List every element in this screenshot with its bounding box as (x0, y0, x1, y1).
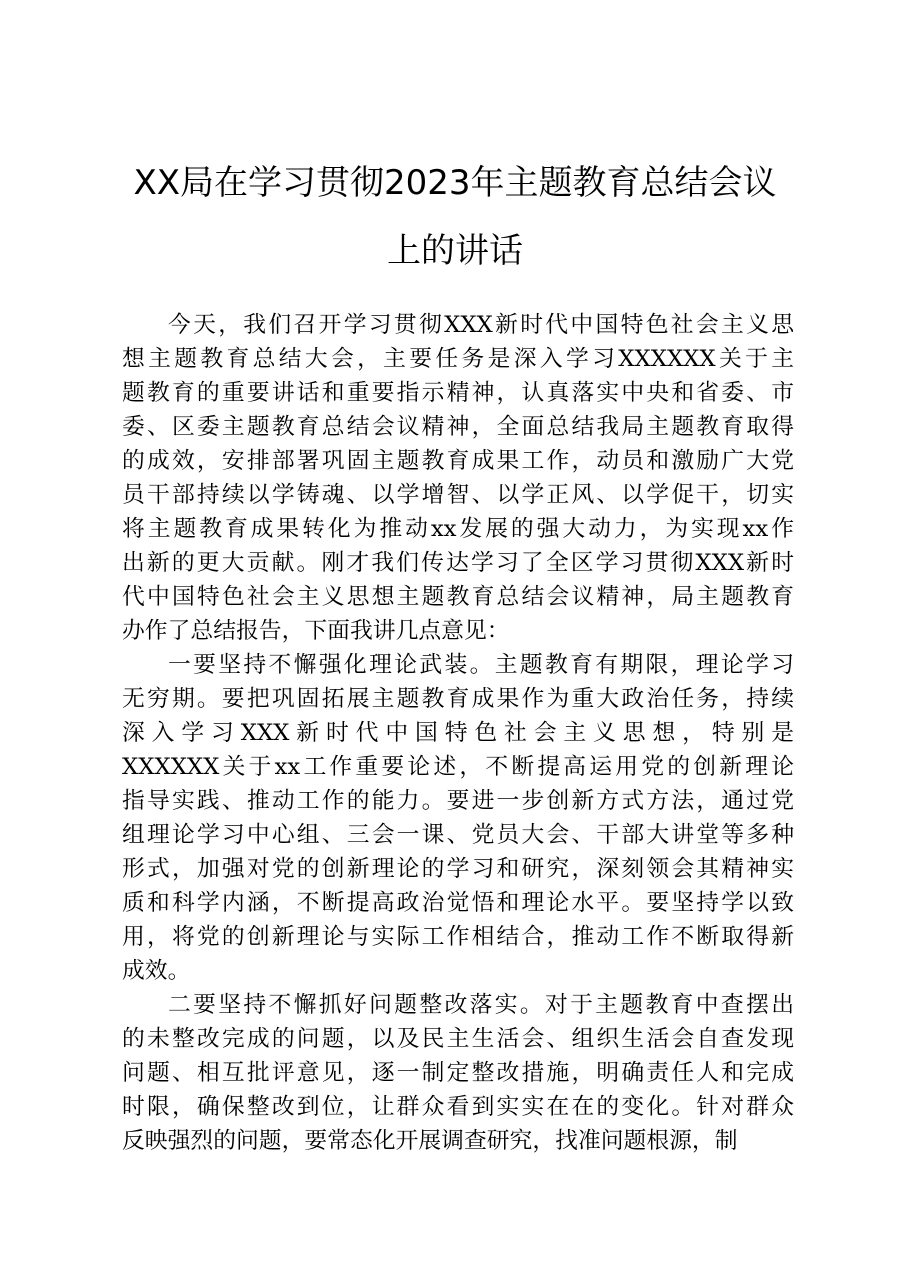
paragraph-line: 质和科学内涵，不断提高政治觉悟和理论水平。要坚持学以致 (122, 890, 794, 916)
document-body (122, 308, 794, 1158)
paragraph-line: 形式，加强对党的创新理论的学习和研究，深刻领会其精神实 (122, 856, 794, 882)
paragraph-line: 员干部持续以学铸魂、以学增智、以学正风、以学促干，切实 (122, 482, 794, 508)
paragraph-line: 成效。 (122, 958, 191, 984)
paragraph-line: 将主题教育成果转化为推动xx发展的强大动力，为实现xx作 (122, 516, 794, 542)
paragraph-line: 问题、相互批评意见，逐一制定整改措施，明确责任人和完成 (122, 1060, 794, 1086)
paragraph (122, 308, 794, 648)
paragraph (122, 988, 794, 1158)
paragraph-line: 题教育的重要讲话和重要指示精神，认真落实中央和省委、市 (122, 380, 794, 406)
document-title-line-2: 上的讲话 (387, 231, 523, 271)
paragraph-line: 深入学习XXX新时代中国特色社会主义思想，特别是 (122, 720, 794, 746)
paragraph-line: 出新的更大贡献。刚才我们传达学习了全区学习贯彻XXX新时 (122, 550, 794, 576)
paragraph-line: 的未整改完成的问题，以及民主生活会、组织生活会自查发现 (122, 1026, 794, 1052)
paragraph-line: 代中国特色社会主义思想主题教育总结会议精神，局主题教育 (122, 584, 794, 610)
paragraph-line: 今天，我们召开学习贯彻XXX新时代中国特色社会主义思 (168, 312, 794, 338)
paragraph-line: 二要坚持不懈抓好问题整改落实。对于主题教育中查摆出 (168, 992, 794, 1018)
paragraph-line: 反映强烈的问题，要常态化开展调查研究，找准问题根源，制 (122, 1128, 738, 1154)
paragraph-line: 一要坚持不懈强化理论武装。主题教育有期限，理论学习 (168, 652, 794, 678)
paragraph-line: 办作了总结报告，下面我讲几点意见： (122, 618, 510, 644)
paragraph-line: XXXXXX关于xx工作重要论述，不断提高运用党的创新理论 (122, 754, 794, 780)
paragraph-line: 时限，确保整改到位，让群众看到实实在在的变化。针对群众 (122, 1094, 794, 1120)
paragraph-line: 想主题教育总结大会，主要任务是深入学习XXXXXX关于主 (122, 346, 794, 372)
paragraph-line: 无穷期。要把巩固拓展主题教育成果作为重大政治任务，持续 (122, 686, 794, 712)
paragraph-line: 委、区委主题教育总结会议精神，全面总结我局主题教育取得 (122, 414, 794, 440)
paragraph-line: 的成效，安排部署巩固主题教育成果工作，动员和激励广大党 (122, 448, 794, 474)
paragraph (122, 648, 794, 988)
document-title-line-1: XX局在学习贯彻2023年主题教育总结会议 (133, 163, 777, 203)
paragraph-line: 组理论学习中心组、三会一课、党员大会、干部大讲堂等多种 (122, 822, 794, 848)
paragraph-line: 用，将党的创新理论与实际工作相结合，推动工作不断取得新 (122, 924, 794, 950)
paragraph-line: 指导实践、推动工作的能力。要进一步创新方式方法，通过党 (122, 788, 794, 814)
